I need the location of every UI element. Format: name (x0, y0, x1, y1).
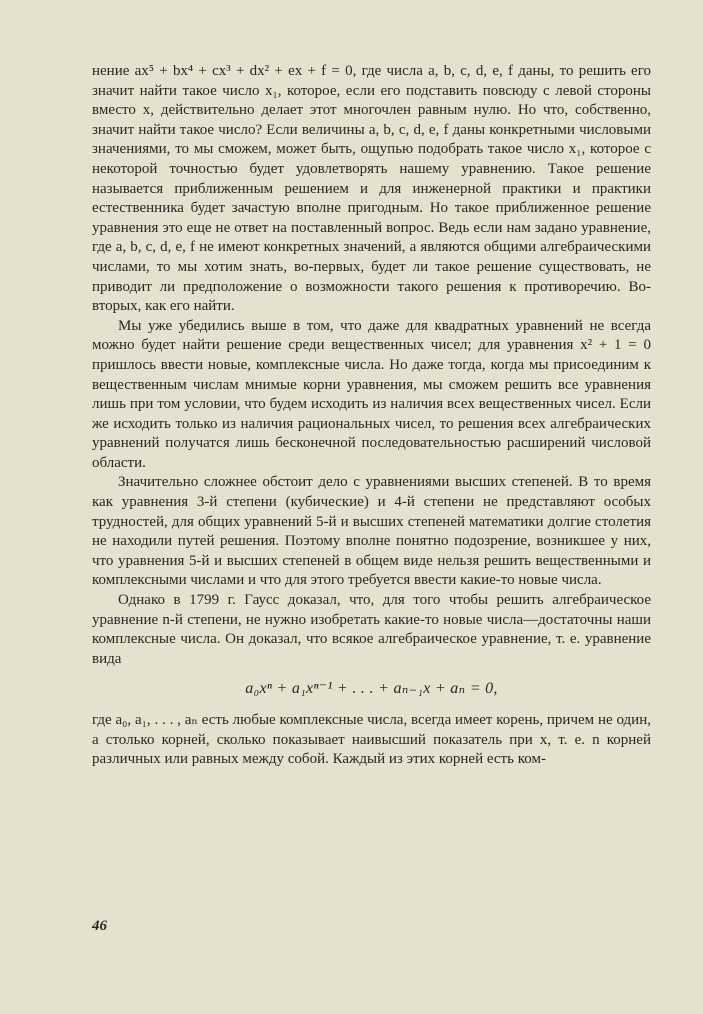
body-text (92, 62, 651, 770)
page-number: 46 (92, 918, 107, 934)
paragraph-3: Значительно сложнее обстоит дело с уравнениями высших степеней. В то время как уравнения 3-й степени (кубические) и 4-й степени не представляют особых трудностей, для общих уравнений 5-й и высших степеней математики долгие столетия не находили путей решения. Поэтому вполне понятно подозрение, возникшее у них, что уравнения 5-й и высших степеней в общем виде нельзя решить вещественными и комплексными числами и что для этого требуется ввести какие-то новые числа. (92, 474, 651, 589)
paragraph-1: нение ax⁵ + bx⁴ + cx³ + dx² + ex + f = 0, где числа a, b, c, d, e, f даны, то решить его значит найти такое число x₁, которое, если его подставить повсюду с левой стороны вместо x, действительно делает этот многочлен равным нулю. Но что, собственно, значит найти такое число? Если величины a, b, c, d, e, f даны конкретными числовыми значениями, то мы сможем, может быть, ощупью подобрать такое число x₁, которое с некоторой точностью будет удовлетворять нашему уравнению. Такое решение называется приближенным решением и для инженерной практики и практики естественника будет зачастую вполне пригодным. Но такое приближенное решение уравнения это еще не ответ на поставленный вопрос. Ведь если нам задано уравнение, где a, b, c, d, e, f не имеют конкретных значений, а являются общими алгебраическими числами, то мы хотим знать, во-первых, будет ли такое решение существовать, не приводит ли предположение о возможности такого решения к противоречию. Во-вторых, как его найти. (92, 63, 651, 315)
paragraph-5: где a₀, a₁, . . . , aₙ есть любые комплексные числа, всегда имеет корень, причем не один, а столько корней, сколько показывает наивысший показатель при x, т. е. n корней различных или равных между собой. Каждый из этих корней есть ком- (92, 712, 651, 768)
paragraph-4: Однако в 1799 г. Гаусс доказал, что, для того чтобы решить алгебраическое уравнение n-й степени, не нужно изобретать какие-то новые числа—достаточны наши комплексные числа. Он доказал, что всякое алгебраическое уравнение, т. е. уравнение вида (92, 592, 651, 667)
paragraph-2: Мы уже убедились выше в том, что даже для квадратных уравнений не всегда можно будет найти решение среди вещественных чисел; для уравнения x² + 1 = 0 пришлось ввести новые, комплексные числа. Но даже тогда, когда мы присоединим к вещественным числам мнимые корни уравнения, мы сможем решить все уравнения лишь при том условии, что будем исходить из наличия всех вещественных чисел. Если же исходить только из наличия рациональных чисел, то решения всех алгебраических уравнений получатся лишь бесконечной последовательностью расширений числовой области. (92, 317, 651, 471)
polynomial-formula: a₀xⁿ + a₁xⁿ⁻¹ + . . . + aₙ₋₁x + aₙ = 0, (245, 680, 498, 698)
